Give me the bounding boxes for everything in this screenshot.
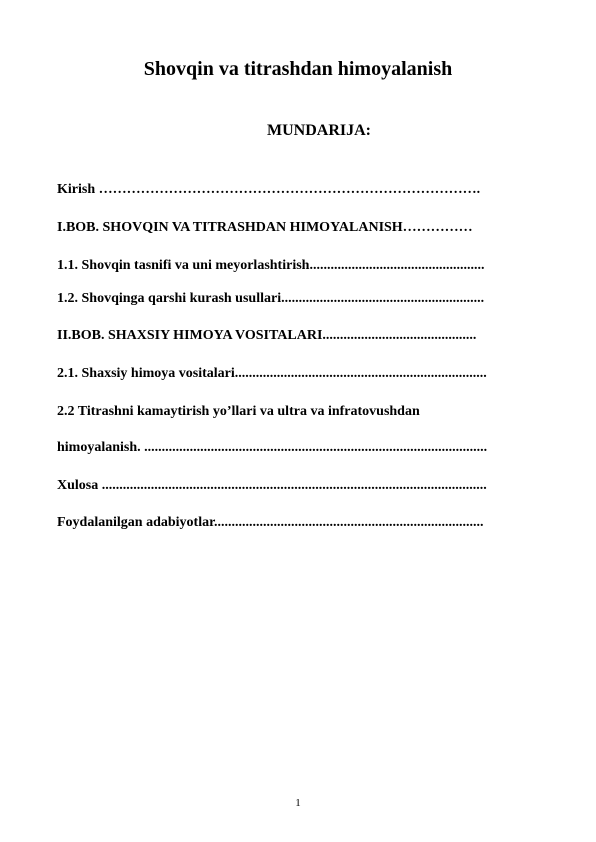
toc-entry-1-2: 1.2. Shovqinga qarshi kurash usullari..........................................................: [57, 291, 485, 306]
toc-entry-kirish: Kirish ……………………………………………………………………….: [57, 182, 481, 197]
toc-entry-1-1: 1.1. Shovqin tasnifi va uni meyorlashtirish..................................................: [57, 258, 485, 273]
toc-entry-bibliography: Foydalanilgan adabiyotlar.............................................................................: [57, 515, 484, 530]
toc-heading: MUNDARIJA:: [267, 122, 371, 139]
document-title: Shovqin va titrashdan himoyalanish: [143, 58, 453, 80]
page-number: 1: [295, 797, 301, 809]
toc-entry-2-2: 2.2 Titrashni kamaytirish yo’llari va ultra va infratovushdan: [57, 404, 420, 419]
toc-entry-xulosa: Xulosa ..............................................................................................................: [57, 478, 487, 493]
toc-entry-2-1: 2.1. Shaxsiy himoya vositalari........................................................................: [57, 366, 487, 381]
toc-entry-chapter-1: I.BOB. SHOVQIN VA TITRASHDAN HIMOYALANISH……………: [57, 220, 473, 235]
toc-entry-chapter-2: II.BOB. SHAXSIY HIMOYA VOSITALARI............................................: [57, 328, 477, 343]
toc-entry-2-2-continued: himoyalanish. ..................................................................................................: [57, 440, 488, 455]
